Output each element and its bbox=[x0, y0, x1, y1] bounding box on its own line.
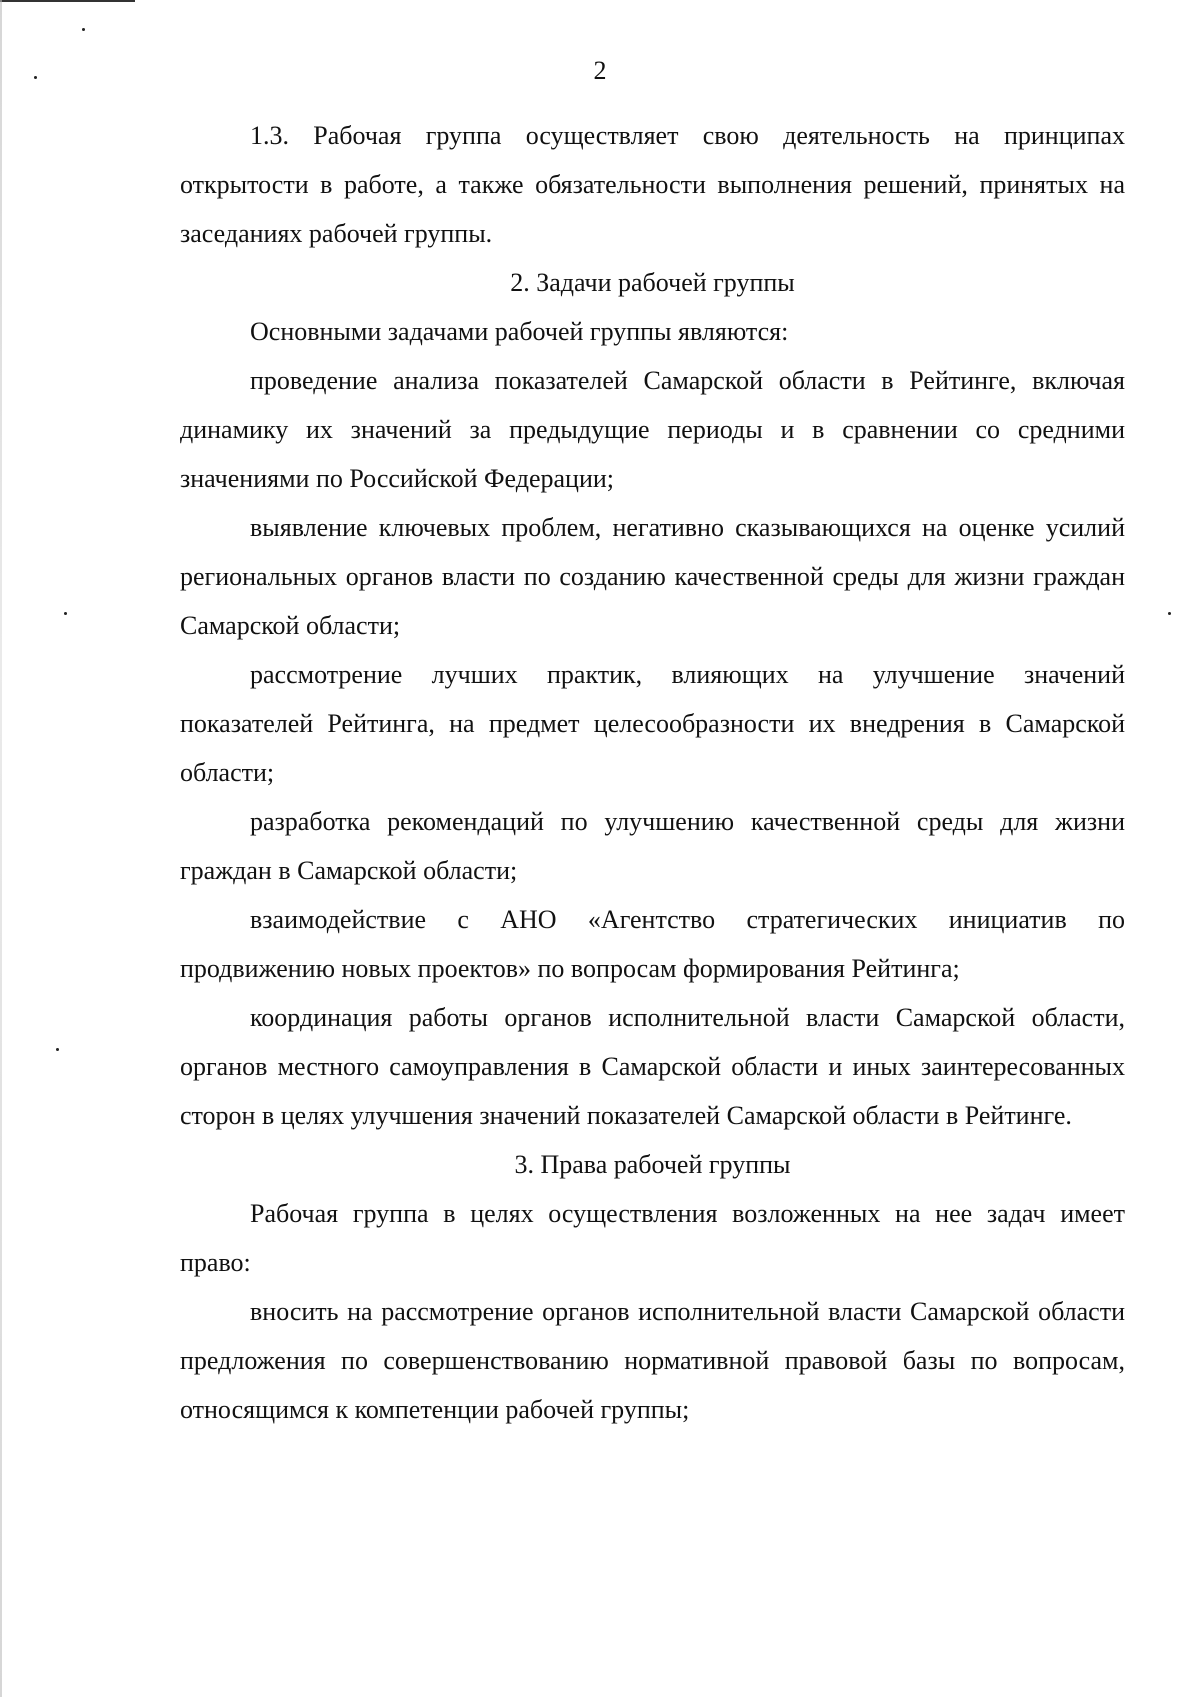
section-2-heading: 2. Задачи рабочей группы bbox=[510, 268, 795, 297]
right-item: вносить на рассмотрение органов исполнительной власти Самарской области предложения по совершенствованию нормативной правовой базы по вопросам, относящимся к компетенции рабочей группы; bbox=[180, 1297, 1125, 1424]
page-number: 2 bbox=[593, 56, 607, 85]
tasks-intro: Основными задачами рабочей группы являются: bbox=[250, 317, 789, 346]
section-3-heading: 3. Права рабочей группы bbox=[514, 1150, 791, 1179]
task-item: выявление ключевых проблем, негативно сказывающихся на оценке усилий региональных органов власти по созданию качественной среды для жизни граждан Самарской области; bbox=[180, 513, 1125, 640]
scan-speck bbox=[1168, 612, 1171, 615]
task-item: взаимодействие с АНО «Агентство стратегических инициатив по продвижению новых проектов» по вопросам формирования Рейтинга; bbox=[180, 905, 1125, 983]
scan-speck bbox=[64, 612, 67, 615]
task-item: разработка рекомендаций по улучшению качественной среды для жизни граждан в Самарской области; bbox=[180, 807, 1125, 885]
task-item: проведение анализа показателей Самарской области в Рейтинге, включая динамику их значений за предыдущие периоды и в сравнении со средними значениями по Российской Федерации; bbox=[180, 366, 1125, 493]
task-item: рассмотрение лучших практик, влияющих на улучшение значений показателей Рейтинга, на предмет целесообразности их внедрения в Самарской области; bbox=[180, 660, 1125, 787]
scan-speck bbox=[82, 28, 85, 31]
scan-edge-left bbox=[0, 0, 2, 1697]
section-1-3-paragraph: 1.3. Рабочая группа осуществляет свою деятельность на принципах открытости в работе, а также обязательности выполнения решений, принятых на заседаниях рабочей группы. bbox=[180, 121, 1125, 248]
task-item: координация работы органов исполнительной власти Самарской области, органов местного самоуправления в Самарской области и иных заинтересованных сторон в целях улучшения значений показателей Самарской области в Рейтинге. bbox=[180, 1003, 1125, 1130]
rights-intro: Рабочая группа в целях осуществления возложенных на нее задач имеет право: bbox=[180, 1199, 1125, 1277]
scan-speck bbox=[56, 1048, 59, 1051]
scan-edge-top bbox=[0, 0, 135, 2]
document-body bbox=[180, 111, 1125, 1434]
